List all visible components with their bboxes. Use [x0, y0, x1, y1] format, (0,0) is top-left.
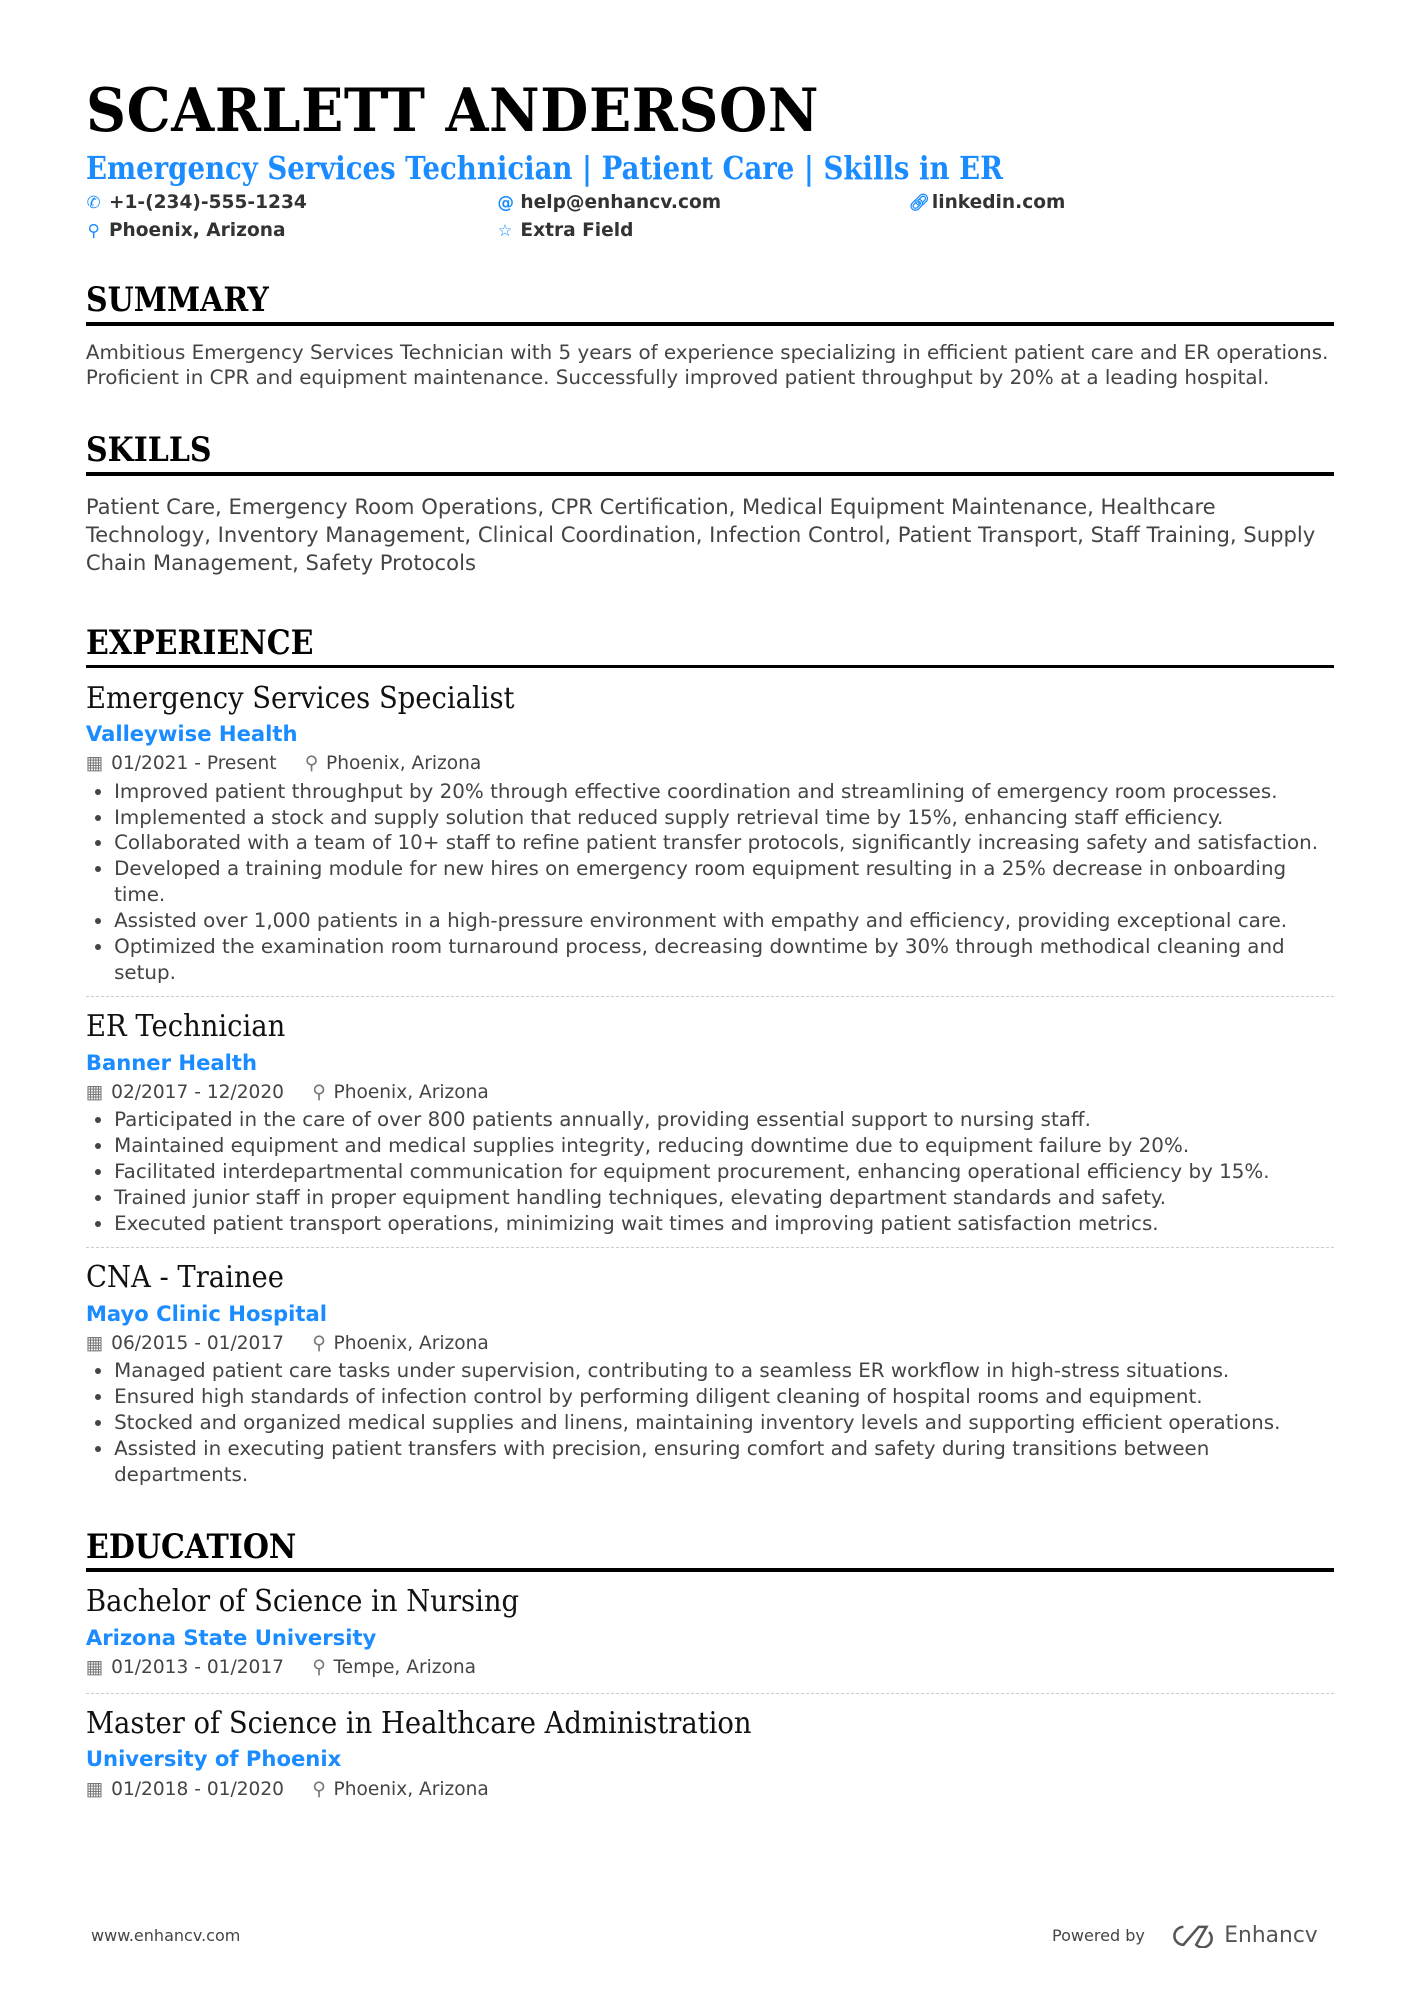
location-pin-icon: ⚲: [304, 753, 319, 775]
enhancv-logo[interactable]: Enhancv: [1168, 1923, 1318, 1949]
job-bullets: [86, 1358, 1334, 1487]
calendar-icon: ▦: [85, 1778, 104, 1800]
bullet: • Managed patient care tasks under supervision, contributing to a seamless ER workflow in high-stress situations.: [114, 1358, 1334, 1384]
headline: Emergency Services Technician | Patient Care | Skills in ER: [85, 148, 1003, 187]
contact-info: [86, 190, 1334, 244]
meta: ▦ 01/2021 - Present ⚲ Phoenix, Arizona: [85, 753, 482, 775]
divider: [86, 1247, 1334, 1248]
job-entry: [86, 679, 1334, 997]
job-title: Emergency Services Specialist: [85, 680, 515, 715]
bullet: • Maintained equipment and medical supplies integrity, reducing downtime due to equipment failure by 20%.: [114, 1133, 1334, 1159]
bullet: • Participated in the care of over 800 patients annually, providing essential support to nursing staff.: [114, 1107, 1334, 1133]
candidate-name: SCARLETT ANDERSON: [85, 75, 820, 147]
experience-heading: EXPERIENCE: [85, 623, 314, 663]
job-title: ER Technician: [85, 1009, 286, 1044]
divider: [86, 1568, 1334, 1572]
star-icon: ☆: [497, 221, 513, 241]
skills-text: Patient Care, Emergency Room Operations, CPR Certification, Medical Equipment Maintenance, Healthcare Technology, Inventory Management, Clinical Coordination, Infection Control, Patient Transport, Staff Training, Supply Chain Management, Safety Protocols: [85, 494, 1316, 575]
email[interactable]: @ help@enhancv.com: [497, 192, 722, 214]
skills-heading: SKILLS: [85, 430, 212, 470]
linkedin[interactable]: 🔗︎ linkedin.com: [908, 192, 1066, 214]
job-entry: [86, 1258, 1334, 1487]
meta: ▦ 01/2018 - 01/2020 ⚲ Phoenix, Arizona: [85, 1778, 489, 1800]
summary-heading: SUMMARY: [85, 280, 269, 320]
powered-by: Powered by: [1052, 1926, 1145, 1945]
bullet: • Developed a training module for new hires on emergency room equipment resulting in a 25% decrease in onboarding time.: [114, 856, 1334, 908]
bullet: • Executed patient transport operations, minimizing wait times and improving patient satisfaction metrics.: [114, 1211, 1334, 1237]
experience-list: [86, 679, 1334, 1488]
footer-site[interactable]: www.enhancv.com: [91, 1926, 241, 1945]
meta: ▦ 06/2015 - 01/2017 ⚲ Phoenix, Arizona: [85, 1332, 489, 1354]
divider: [86, 665, 1334, 669]
at-icon: @: [497, 193, 514, 213]
job-entry: [86, 1007, 1334, 1248]
calendar-icon: ▦: [85, 1332, 104, 1354]
divider: [86, 1693, 1334, 1694]
job-bullets: [86, 1107, 1334, 1236]
bullet: • Optimized the examination room turnaround process, decreasing downtime by 30% through methodical cleaning and setup.: [114, 934, 1334, 986]
footer: [91, 1923, 1318, 1949]
bullet: • Collaborated with a team of 10+ staff to refine patient transfer protocols, significantly increasing safety and satisfaction.: [114, 830, 1334, 856]
education-heading: EDUCATION: [85, 1527, 297, 1567]
bullet: • Implemented a stock and supply solution that reduced supply retrieval time by 15%, enhancing staff efficiency.: [114, 805, 1334, 831]
bullet: • Assisted over 1,000 patients in a high-pressure environment with empathy and efficiency, providing exceptional care.: [114, 908, 1334, 934]
education-entry: [86, 1704, 1334, 1804]
bullet: • Ensured high standards of infection control by performing diligent cleaning of hospital rooms and equipment.: [114, 1384, 1334, 1410]
location-pin-icon: ⚲: [312, 1332, 326, 1354]
degree: Master of Science in Healthcare Administration: [85, 1705, 752, 1740]
link-icon: 🔗︎: [908, 192, 930, 212]
education-entry: [86, 1582, 1334, 1693]
enhancv-logo-icon: [1168, 1923, 1214, 1949]
school-name: Arizona State University: [85, 1624, 377, 1650]
company-name: Mayo Clinic Hospital: [85, 1300, 328, 1326]
education-list: [86, 1582, 1334, 1803]
school-name: University of Phoenix: [85, 1746, 342, 1772]
location-pin-icon: ⚲: [312, 1082, 326, 1104]
divider: [86, 472, 1334, 476]
phone: ✆ +1-(234)-555-1234: [86, 192, 307, 214]
bullet: • Stocked and organized medical supplies and linens, maintaining inventory levels and supporting efficient operations.: [114, 1410, 1334, 1436]
phone-icon: ✆: [86, 193, 101, 213]
job-bullets: [86, 779, 1334, 986]
meta: ▦ 01/2013 - 01/2017 ⚲ Tempe, Arizona: [85, 1657, 477, 1679]
bullet: • Assisted in executing patient transfers with precision, ensuring comfort and safety during transitions between departments.: [114, 1436, 1334, 1488]
location-pin-icon: ⚲: [87, 221, 100, 241]
location: ⚲ Phoenix, Arizona: [87, 220, 286, 242]
divider: [86, 322, 1334, 326]
company-name: Banner Health: [85, 1049, 258, 1075]
company-name: Valleywise Health: [85, 721, 298, 747]
location-pin-icon: ⚲: [312, 1657, 326, 1679]
location-pin-icon: ⚲: [312, 1778, 326, 1800]
degree: Bachelor of Science in Nursing: [85, 1584, 519, 1619]
divider: [86, 996, 1334, 997]
summary-text: Ambitious Emergency Services Technician with 5 years of experience specializing in efficient patient care and ER operations. Proficient in CPR and equipment maintenance. Successfully improved patient throughput by 20% at a leading hospital.: [85, 340, 1329, 390]
calendar-icon: ▦: [85, 1082, 104, 1104]
calendar-icon: ▦: [85, 753, 104, 775]
calendar-icon: ▦: [85, 1657, 104, 1679]
bullet: • Improved patient throughput by 20% through effective coordination and streamlining of emergency room processes.: [114, 779, 1334, 805]
bullet: • Trained junior staff in proper equipment handling techniques, elevating department standards and safety.: [114, 1185, 1334, 1211]
meta: ▦ 02/2017 - 12/2020 ⚲ Phoenix, Arizona: [85, 1082, 489, 1104]
bullet: • Facilitated interdepartmental communication for equipment procurement, enhancing operational efficiency by 15%.: [114, 1159, 1334, 1185]
job-title: CNA - Trainee: [85, 1260, 284, 1295]
extra-field: ☆ Extra Field: [497, 220, 634, 242]
